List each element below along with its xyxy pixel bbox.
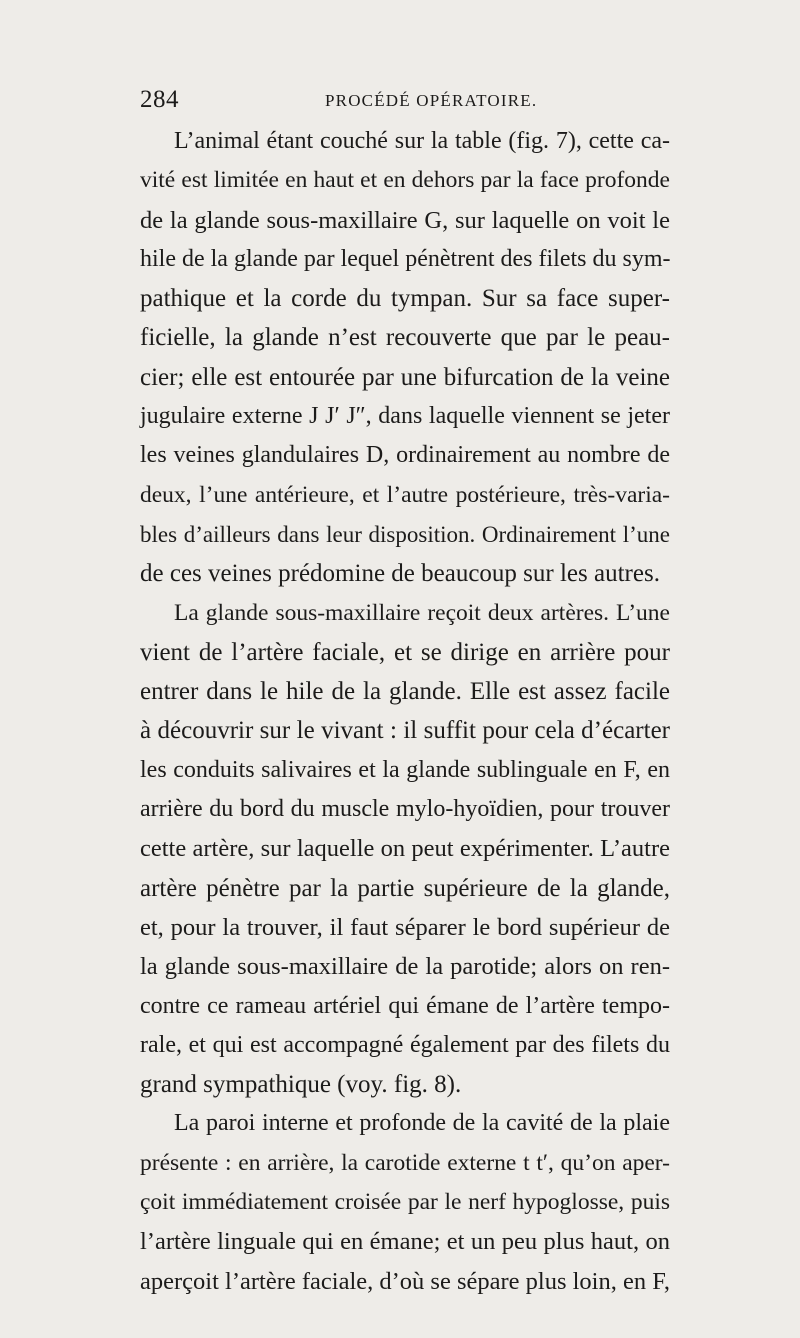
text-line: l’artère linguale qui en émane; et un peu plus haut, on — [140, 1228, 670, 1256]
text-line: ficielle, la glande n’est recouverte que par le peau- — [140, 324, 670, 352]
text-line: hile de la glande par lequel pénètrent des filets du sym- — [140, 245, 671, 272]
page-header — [140, 86, 670, 116]
text-line: La paroi interne et profonde de la cavité de la plaie — [174, 1110, 670, 1137]
text-line: entrer dans le hile de la glande. Elle est assez facile — [140, 678, 670, 706]
text-line: vient de l’artère faciale, et se dirige en arrière pour — [140, 638, 670, 666]
text-line: arrière du bord du muscle mylo-hyoïdien, pour trouver — [140, 796, 670, 823]
text-line: pathique et la corde du tympan. Sur sa face super- — [140, 285, 670, 313]
text-line: vité est limitée en haut et en dehors par la face profonde — [140, 167, 670, 194]
text-line: contre ce rameau artériel qui émane de l’artère tempo- — [140, 992, 670, 1019]
text-line: rale, et qui est accompagné également par des filets du — [140, 1031, 670, 1058]
text-line: de la glande sous-maxillaire G, sur laquelle on voit le — [140, 206, 670, 234]
text-line: présente : en arrière, la carotide externe t t′, qu’on aper- — [140, 1149, 670, 1176]
text-line: les veines glandulaires D, ordinairement au nombre de — [140, 442, 670, 469]
text-line: L’animal étant couché sur la table (fig. 7), cette ca- — [174, 128, 670, 154]
text-line: bles d’ailleurs dans leur disposition. Ordinairement l’une — [140, 521, 670, 547]
text-line: et, pour la trouver, il faut séparer le bord supérieur de — [140, 913, 670, 941]
page-number: 284 — [140, 86, 179, 113]
text-line: la glande sous-maxillaire de la parotide; alors on ren- — [140, 953, 670, 981]
text-line: à découvrir sur le vivant : il suffit pour cela d’écarter — [140, 717, 670, 745]
text-line: les conduits salivaires et la glande sublinguale en F, en — [140, 756, 670, 783]
text-line: grand sympathique (voy. fig. 8). — [140, 1071, 462, 1099]
text-line: La glande sous-maxillaire reçoit deux artères. L’une — [174, 599, 670, 626]
body-text — [140, 122, 670, 1301]
text-line: çoit immédiatement croisée par le nerf hypoglosse, puis — [140, 1189, 670, 1216]
text-line: cette artère, sur laquelle on peut expérimenter. L’autre — [140, 835, 670, 863]
text-line: artère pénètre par la partie supérieure de la glande, — [140, 874, 670, 902]
running-head: PROCÉDÉ OPÉRATOIRE. — [325, 91, 538, 110]
text-line: de ces veines prédomine de beaucoup sur les autres. — [140, 560, 660, 588]
text-line: deux, l’une antérieure, et l’autre postérieure, très-varia- — [140, 481, 670, 508]
text-line: aperçoit l’artère faciale, d’où se sépare plus loin, en F, — [140, 1267, 671, 1295]
text-line: jugulaire externe J J′ J″, dans laquelle viennent se jeter — [140, 403, 670, 430]
text-line: cier; elle est entourée par une bifurcation de la veine — [140, 363, 670, 391]
